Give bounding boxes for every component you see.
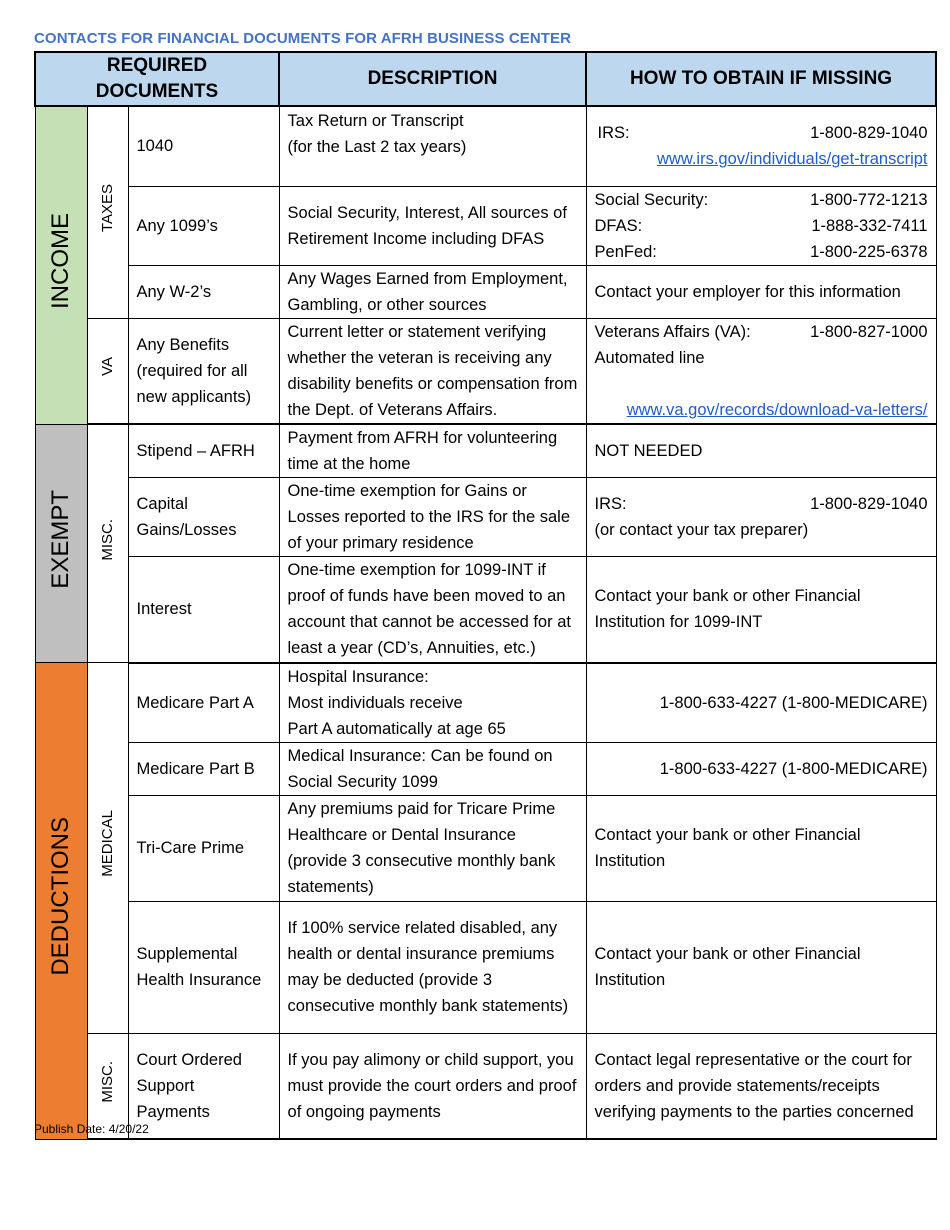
obtain-stipend: NOT NEEDED [586,424,936,478]
obtain-w2: Contact your employer for this information [586,265,936,318]
doc-supplemental: Supplemental Health Insurance [128,901,279,1033]
table-row-1099 [35,186,936,265]
subcategory-misc-exempt-label: MISC. [99,518,116,561]
subcategory-taxes [87,106,128,318]
obtain-court-ordered: Contact legal representative or the court for orders and provide statements/receipts verifying payments to the parties concerned [586,1033,936,1139]
obtain-tricare: Contact your bank or other Financial Institution [586,795,936,901]
contact-penfed-phone: 1-800-225-6378 [810,242,928,261]
desc-interest: One-time exemption for 1099-INT if proof of funds have been moved to an account that cannot be accessed for at least a year (CD’s, Annuities, etc.) [279,557,586,663]
desc-stipend: Payment from AFRH for volunteering time at the home [279,424,586,478]
obtain-1040 [586,106,936,186]
category-income-label: INCOME [47,213,74,310]
va-letters-link[interactable]: www.va.gov/records/download-va-letters/ [626,400,928,419]
desc-tricare: Any premiums paid for Tricare Prime Healthcare or Dental Insurance (provide 3 consecutive monthly bank statements) [279,795,586,901]
obtain-1099 [586,186,936,265]
desc-1040-line1: Tax Return or Transcript [287,112,464,130]
subcategory-va-label: VA [99,357,116,377]
subcategory-medical-label: MEDICAL [99,810,116,878]
doc-interest: Interest [128,557,279,663]
contact-social-security-phone: 1-800-772-1213 [810,190,928,209]
category-exempt [35,424,87,663]
contact-irs-label: IRS: [597,124,630,143]
obtain-va-benefits [586,318,936,424]
category-income [35,106,87,424]
financial-documents-table [34,51,937,1140]
doc-va-benefits: Any Benefits (required for all new applicants) [128,318,279,424]
desc-1040 [279,106,586,186]
category-deductions [35,663,87,1140]
subcategory-taxes-label: TAXES [99,184,116,233]
table-row-interest [35,557,936,663]
category-deductions-label: DEDUCTIONS [47,817,74,977]
contact-va-note: Automated line [594,348,705,367]
contact-penfed-label: PenFed: [594,242,657,261]
desc-1099: Social Security, Interest, All sources of Retirement Income including DFAS [279,186,586,265]
obtain-interest: Contact your bank or other Financial Institution for 1099-INT [586,557,936,663]
desc-medicare-a [279,663,586,743]
contact-irs-phone: 1-800-829-1040 [810,124,928,143]
doc-w2: Any W-2’s [128,265,279,318]
subcategory-va [87,318,128,424]
desc-medicare-a-line3: Part A automatically at age 65 [287,719,506,738]
contact-irs-capital-phone: 1-800-829-1040 [810,495,928,513]
subcategory-medical [87,663,128,1034]
contact-social-security-label: Social Security: [594,190,709,209]
contact-dfas-phone: 1-888-332-7411 [811,216,928,235]
desc-court-ordered: If you pay alimony or child support, you must provide the court orders and proof of ongoing payments [279,1033,586,1139]
subcategory-misc-exempt [87,424,128,663]
doc-capital-gains: Capital Gains/Losses [128,478,279,557]
table-row-1040 [35,106,936,186]
doc-tricare: Tri-Care Prime [128,795,279,901]
table-row-tricare [35,795,936,901]
publish-date: Publish Date: 4/20/22 [34,1122,149,1136]
desc-capital-gains: One-time exemption for Gains or Losses reported to the IRS for the sale of your primary residence [279,478,586,557]
doc-medicare-b: Medicare Part B [128,742,279,795]
doc-medicare-a: Medicare Part A [128,663,279,743]
table-row-medicare-a [35,663,936,743]
doc-1099: Any 1099’s [128,186,279,265]
desc-w2: Any Wages Earned from Employment, Gambling, or other sources [279,265,586,318]
header-row [35,52,936,106]
obtain-medicare-a: 1-800-633-4227 (1-800-MEDICARE) [586,663,936,743]
table-row-supplemental [35,901,936,1033]
obtain-medicare-b: 1-800-633-4227 (1-800-MEDICARE) [586,742,936,795]
header-required-documents: REQUIRED DOCUMENTS [35,52,279,106]
contact-va-label: Veterans Affairs (VA): [594,322,751,341]
doc-1040: 1040 [128,106,279,186]
table-row-va-benefits [35,318,936,424]
irs-transcript-link[interactable]: www.irs.gov/individuals/get-transcript [656,150,928,169]
desc-1040-line2: (for the Last 2 tax years) [287,138,467,156]
contact-tax-preparer-note: (or contact your tax preparer) [594,521,809,539]
desc-medicare-a-line1: Hospital Insurance: [287,667,429,686]
desc-medicare-b: Medical Insurance: Can be found on Social Security 1099 [279,742,586,795]
contact-va-phone: 1-800-827-1000 [810,322,928,341]
desc-supplemental: If 100% service related disabled, any health or dental insurance premiums may be deducted (provide 3 consecutive monthly bank statements) [279,901,586,1033]
obtain-capital-gains [586,478,936,557]
table-row-court-ordered [35,1033,936,1139]
table-row-stipend [35,424,936,478]
table-row-w2 [35,265,936,318]
contact-irs-capital-label: IRS: [594,495,627,513]
desc-medicare-a-line2: Most individuals receive [287,693,463,712]
table-row-medicare-b [35,742,936,795]
doc-stipend: Stipend – AFRH [128,424,279,478]
desc-va-benefits: Current letter or statement verifying whether the veteran is receiving any disability benefits or compensation from the Dept. of Veterans Affairs. [279,318,586,424]
obtain-supplemental: Contact your bank or other Financial Institution [586,901,936,1033]
header-description: DESCRIPTION [279,52,586,106]
category-exempt-label: EXEMPT [47,489,74,589]
doc-court-ordered: Court Ordered Support Payments [128,1033,279,1139]
subcategory-misc-deductions-label: MISC. [99,1060,116,1103]
table-row-capital-gains [35,478,936,557]
document-title: CONTACTS FOR FINANCIAL DOCUMENTS FOR AFRH BUSINESS CENTER [34,30,572,47]
header-how-to-obtain: HOW TO OBTAIN IF MISSING [586,52,936,106]
contact-dfas-label: DFAS: [594,216,643,235]
